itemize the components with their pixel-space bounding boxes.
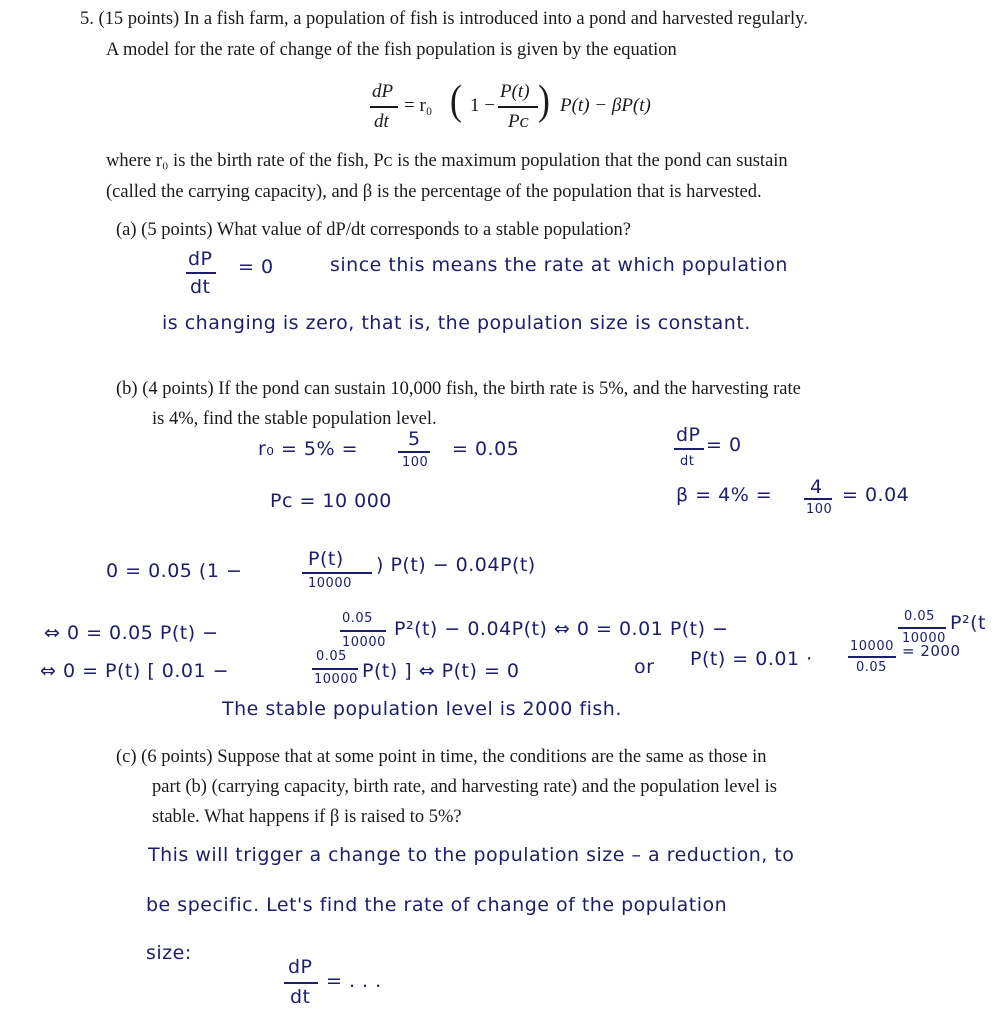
part-c-dp-tail: = . . . bbox=[326, 970, 382, 992]
eq-lhs-denominator: dt bbox=[374, 111, 389, 132]
work-line-3-bar bbox=[312, 668, 358, 670]
r0-denominator: 100 bbox=[402, 455, 429, 470]
beta-denominator: 100 bbox=[806, 502, 833, 517]
work-line-1-denominator: 10000 bbox=[308, 576, 352, 591]
part-b-question-2: is 4%, find the stable population level. bbox=[152, 409, 437, 429]
part-a-answer-line-2: is changing is zero, that is, the population size is constant. bbox=[162, 312, 751, 334]
work-line-2-middle: P²(t) − 0.04P(t) ⇔ 0 = 0.01 P(t) − bbox=[394, 618, 729, 640]
work-line-3-numerator-2: 10000 bbox=[850, 639, 894, 654]
eq-lhs-numerator: dP bbox=[372, 81, 394, 102]
work-line-2-numerator: 0.05 bbox=[342, 611, 373, 626]
r0-lhs: r₀ = 5% = bbox=[258, 438, 359, 460]
problem-intro: A model for the rate of change of the fish population is given by the equation bbox=[106, 40, 677, 60]
part-c-answer-line-3: size: bbox=[146, 942, 192, 964]
eq-ratio-bar bbox=[498, 106, 538, 108]
b-dp-bar bbox=[674, 448, 704, 450]
part-a-fraction-bar bbox=[186, 272, 216, 274]
work-line-3-denominator: 10000 bbox=[314, 672, 358, 687]
problem-header: 5. (15 points) In a fish farm, a population of fish is introduced into a pond and harvested regularly. bbox=[80, 9, 808, 29]
work-line-2-bar bbox=[340, 630, 386, 632]
work-line-2-bar-2 bbox=[898, 627, 946, 629]
part-c-dp-denominator: dt bbox=[290, 986, 311, 1008]
part-a-dt: dt bbox=[190, 276, 211, 298]
b-dp-numerator: dP bbox=[676, 424, 701, 446]
eq-lhs-bar bbox=[370, 106, 398, 108]
work-line-1-numerator: P(t) bbox=[308, 548, 344, 570]
part-c-answer-line-2: be specific. Let's find the rate of change of the population bbox=[146, 894, 728, 916]
work-line-3-start: ⇔ 0 = P(t) [ 0.01 − bbox=[40, 660, 230, 682]
where-line-2: (called the carrying capacity), and β is the percentage of the population that is harvested. bbox=[106, 182, 762, 202]
eq-one-minus: 1 − bbox=[470, 95, 495, 116]
eq-ratio-denominator: Pᴄ bbox=[508, 111, 529, 132]
part-b-question-1: (b) (4 points) If the pond can sustain 10,000 fish, the birth rate is 5%, and the harvesting rate bbox=[116, 379, 801, 399]
eq-r0: = r₀ bbox=[404, 95, 433, 116]
part-a-answer-line-1: since this means the rate at which population bbox=[330, 254, 788, 276]
beta-lhs: β = 4% = bbox=[676, 484, 773, 506]
part-c-question-1: (c) (6 points) Suppose that at some point in time, the conditions are the same as those in bbox=[116, 747, 767, 767]
beta-numerator: 4 bbox=[810, 476, 823, 498]
work-line-3-bar-2 bbox=[848, 656, 896, 658]
work-line-2-numerator-2: 0.05 bbox=[904, 609, 935, 624]
work-line-3-or: or bbox=[634, 656, 655, 678]
part-c-dp-numerator: dP bbox=[288, 956, 313, 978]
b-dp-equals-zero: = 0 bbox=[706, 434, 742, 456]
eq-right-paren: ) bbox=[538, 78, 550, 124]
work-line-1-start: 0 = 0.05 (1 − bbox=[106, 560, 243, 582]
part-b-conclusion: The stable population level is 2000 fish. bbox=[222, 698, 622, 720]
r0-rhs: = 0.05 bbox=[452, 438, 520, 460]
work-line-2-start: ⇔ 0 = 0.05 P(t) − bbox=[44, 622, 219, 644]
part-c-dp-bar bbox=[284, 982, 318, 984]
work-line-3-solution: P(t) = 0.01 · bbox=[690, 648, 813, 670]
part-c-question-3: stable. What happens if β is raised to 5%? bbox=[152, 807, 462, 827]
r0-numerator: 5 bbox=[408, 428, 421, 450]
work-line-1-end: ) P(t) − 0.04P(t) bbox=[376, 554, 536, 576]
work-line-2-end: P²(t bbox=[950, 612, 986, 634]
part-a-equals-zero: = 0 bbox=[238, 256, 274, 278]
work-line-2-denominator-2: 10000 bbox=[902, 631, 946, 646]
part-c-question-2: part (b) (carrying capacity, birth rate, and harvesting rate) and the population level is bbox=[152, 777, 777, 797]
part-c-answer-line-1: This will trigger a change to the population size – a reduction, to bbox=[148, 844, 795, 866]
work-line-3-denominator-2: 0.05 bbox=[856, 660, 887, 675]
work-line-1-bar bbox=[302, 572, 372, 574]
work-line-2-denominator: 10000 bbox=[342, 635, 386, 650]
b-dp-denominator: dt bbox=[680, 454, 695, 469]
eq-ratio-numerator: P(t) bbox=[500, 81, 530, 102]
work-line-3-numerator: 0.05 bbox=[316, 649, 347, 664]
r0-bar bbox=[398, 451, 430, 453]
carrying-capacity-value: Pᴄ = 10 000 bbox=[270, 490, 392, 512]
part-a-question: (a) (5 points) What value of dP/dt corresponds to a stable population? bbox=[116, 220, 631, 240]
where-line-1: where r₀ is the birth rate of the fish, Pᴄ is the maximum population that the pond can sustain bbox=[106, 151, 788, 171]
eq-tail: P(t) − βP(t) bbox=[560, 95, 651, 116]
eq-left-paren: ( bbox=[450, 78, 462, 124]
beta-rhs: = 0.04 bbox=[842, 484, 910, 506]
part-a-dp: dP bbox=[188, 248, 213, 270]
work-line-3-middle: P(t) ] ⇔ P(t) = 0 bbox=[362, 660, 520, 682]
beta-bar bbox=[804, 498, 832, 500]
work-line-3-result: = 2000 bbox=[902, 642, 961, 660]
